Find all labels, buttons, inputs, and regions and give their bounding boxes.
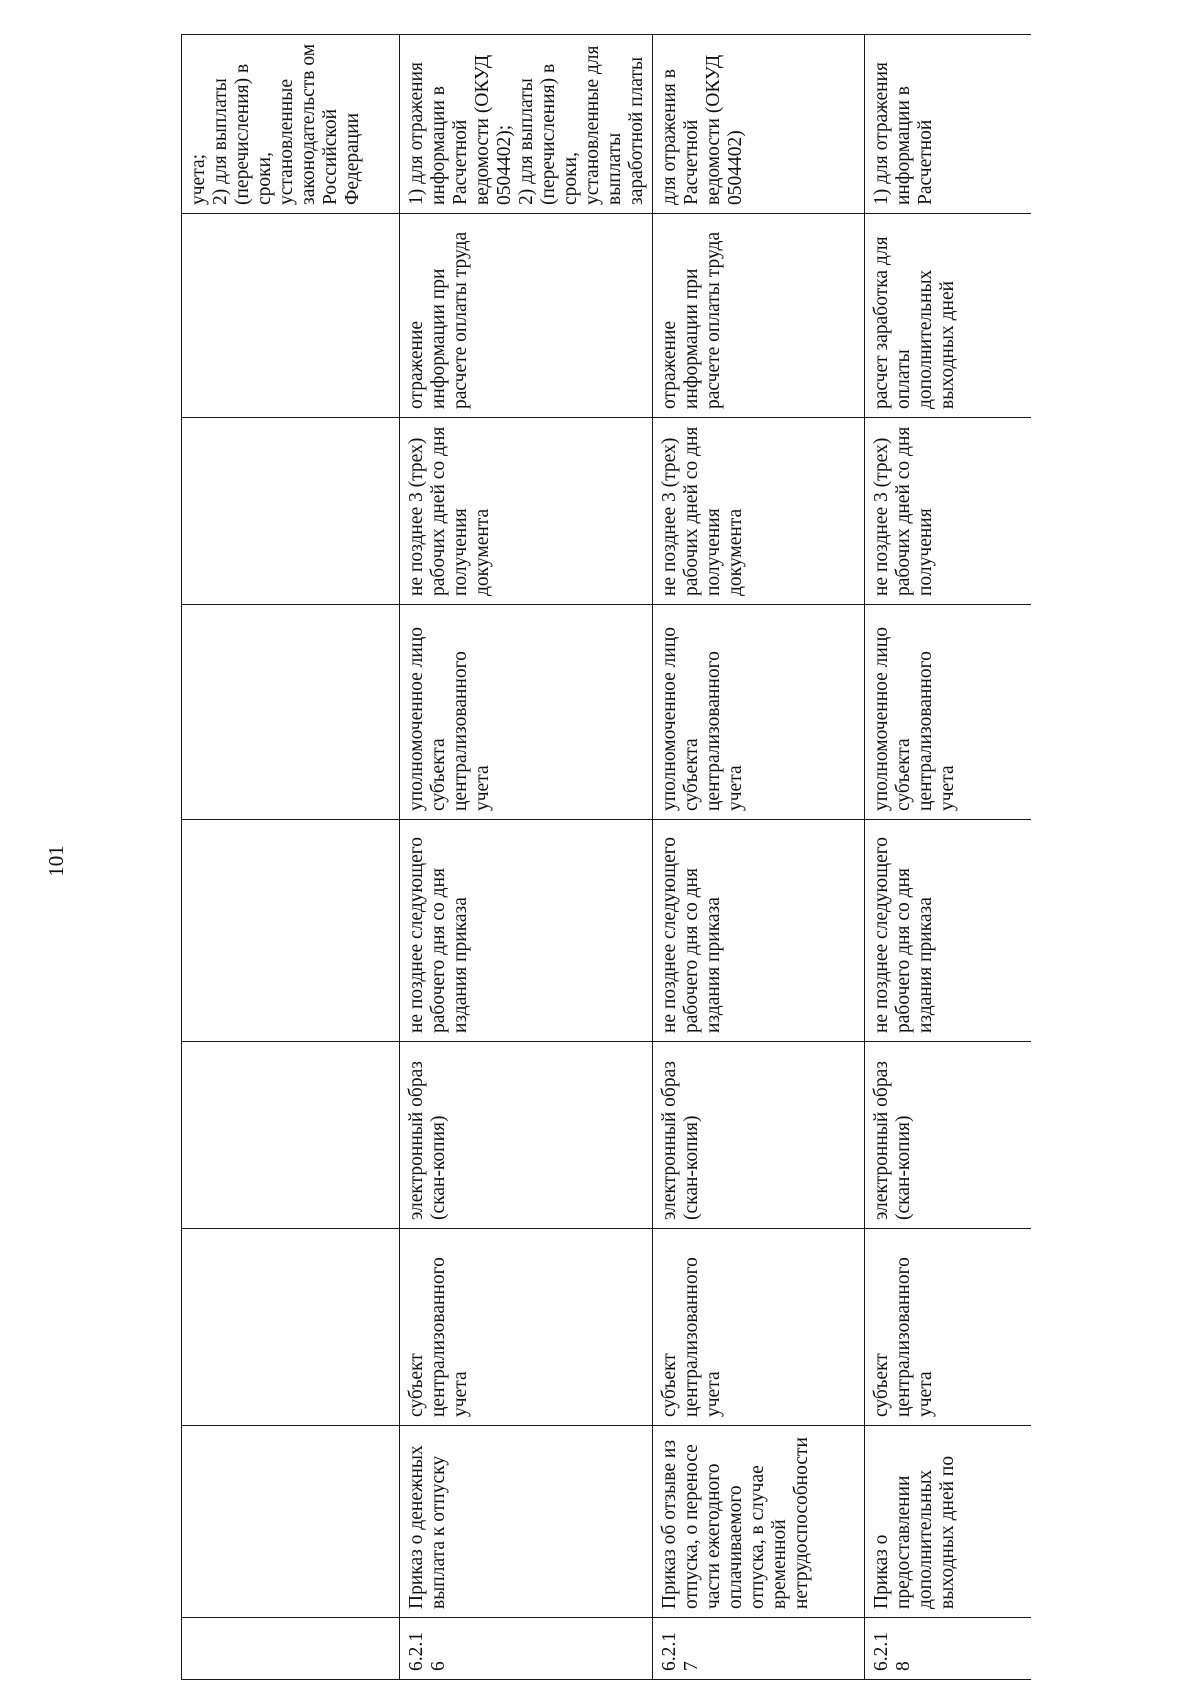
document-name-cell: Приказ о предоставлении дополнительных выходных дней по	[865, 1426, 1031, 1618]
responsible-cell	[182, 605, 400, 820]
result-cell: для отражения в Расчетной ведомости (ОКУД 0504402)	[653, 35, 865, 214]
action-cell: отражение информации при расчете оплаты труда	[653, 214, 865, 418]
format-cell: электронный образ (скан-копия)	[653, 1042, 865, 1229]
row-number-cell: 6.2.17	[653, 1618, 865, 1680]
responsible-cell: уполномоченное лицо субъекта централизованного учета	[653, 605, 865, 820]
action-cell	[182, 214, 400, 418]
format-cell: электронный образ (скан-копия)	[400, 1042, 653, 1229]
processing-term-cell: не позднее 3 (трех) рабочих дней со дня получения документа	[653, 418, 865, 605]
processing-term-cell	[182, 418, 400, 605]
table-row	[400, 35, 653, 1680]
term-cell: не позднее следующего рабочего дня со дня издания приказа	[653, 820, 865, 1042]
term-cell: не позднее следующего рабочего дня со дня издания приказа	[865, 820, 1031, 1042]
result-cell: 1) для отражения информации в Расчетной	[865, 35, 1031, 214]
row-number-cell	[182, 1618, 400, 1680]
responsible-cell: уполномоченное лицо субъекта централизованного учета	[865, 605, 1031, 820]
term-cell: не позднее следующего рабочего дня со дня издания приказа	[400, 820, 653, 1042]
document-name-cell	[182, 1426, 400, 1618]
processing-term-cell: не позднее 3 (трех) рабочих дней со дня получения	[865, 418, 1031, 605]
subject-cell: субъект централизованного учета	[400, 1229, 653, 1426]
responsible-cell: уполномоченное лицо субъекта централизованного учета	[400, 605, 653, 820]
format-cell: электронный образ (скан-копия)	[865, 1042, 1031, 1229]
table-container	[181, 35, 1024, 1680]
table-row	[653, 35, 865, 1680]
result-cell: 1) для отражения информации в Расчетной ведомости (ОКУД 0504402); 2) для выплаты (перечисления) в сроки, установленные для выплаты заработной платы	[400, 35, 653, 214]
document-table	[181, 34, 1031, 1680]
row-number-cell: 6.2.16	[400, 1618, 653, 1680]
processing-term-cell: не позднее 3 (трех) рабочих дней со дня получения документа	[400, 418, 653, 605]
row-number-cell: 6.2.18	[865, 1618, 1031, 1680]
document-name-cell: Приказ об отзыве из отпуска, о переносе части ежегодного оплачиваемого отпуска, в случае временной нетрудоспособности	[653, 1426, 865, 1618]
table-row	[865, 35, 1031, 1680]
subject-cell	[182, 1229, 400, 1426]
document-name-cell: Приказ о денежных выплата к отпуску	[400, 1426, 653, 1618]
page-number: 101	[44, 845, 68, 877]
term-cell	[182, 820, 400, 1042]
action-cell: отражение информации при расчете оплаты труда	[400, 214, 653, 418]
action-cell: расчет заработка для оплаты дополнительных выходных дней	[865, 214, 1031, 418]
result-cell: учета; 2) для выплаты (перечисления) в сроки, установленные законодательств ом Российской Федерации	[182, 35, 400, 214]
table-row	[182, 35, 400, 1680]
subject-cell: субъект централизованного учета	[865, 1229, 1031, 1426]
format-cell	[182, 1042, 400, 1229]
subject-cell: субъект централизованного учета	[653, 1229, 865, 1426]
